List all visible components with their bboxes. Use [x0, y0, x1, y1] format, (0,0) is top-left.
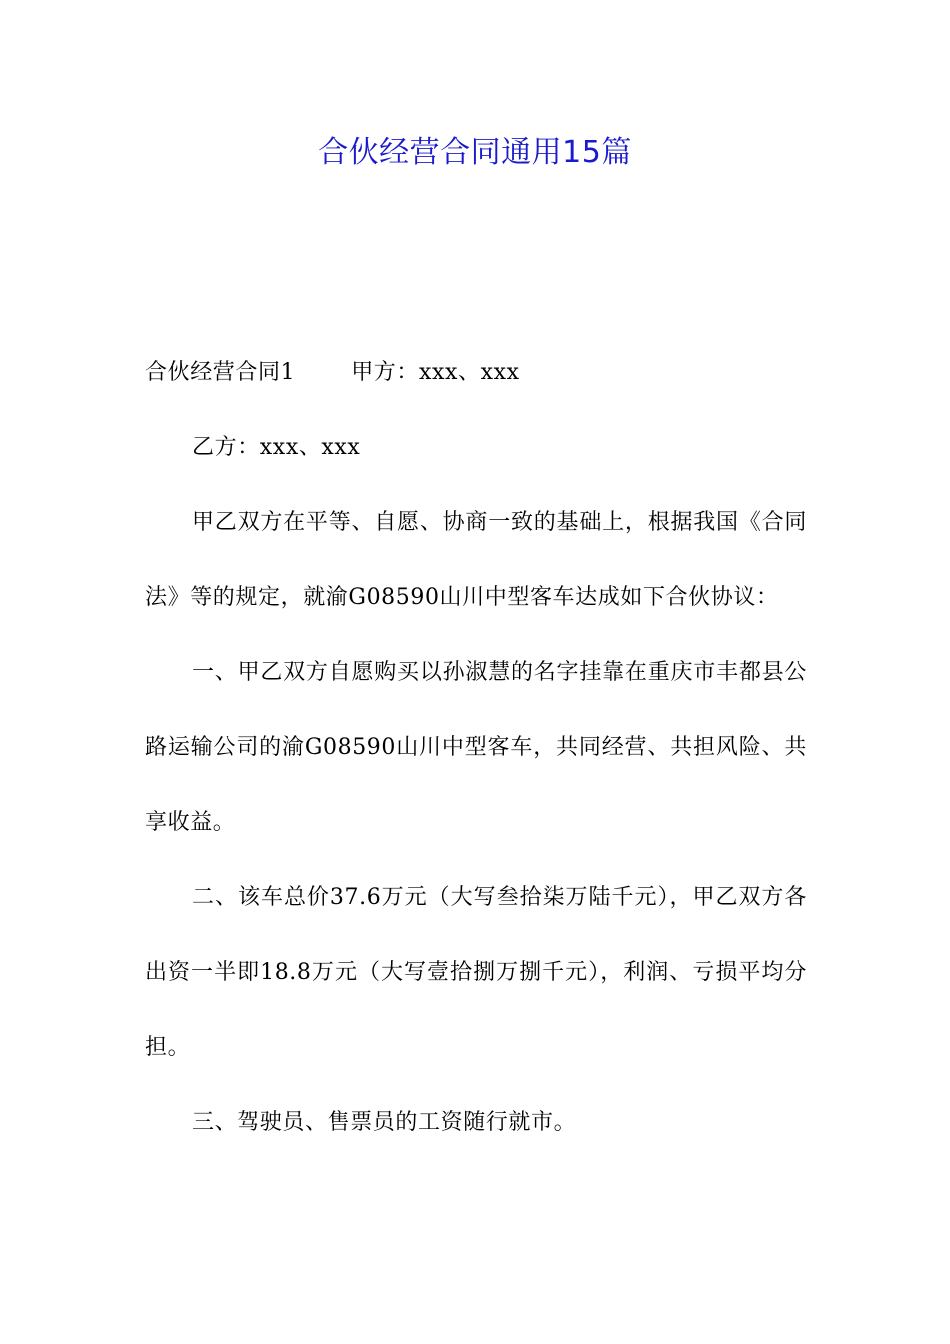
- contract-heading-line: [145, 335, 807, 410]
- party-b: 乙方：xxx、xxx: [192, 435, 361, 460]
- party-a: 甲方：xxx、xxx: [351, 360, 520, 385]
- paragraph-clause-2: 二、该车总价37.6万元（大写叁拾柒万陆千元），甲乙双方各出资一半即18.8万元（大写壹拾捌万捌千元），利润、亏损平均分担。: [145, 885, 807, 1060]
- document-body: [145, 335, 807, 1160]
- paragraph-clause-1: 一、甲乙双方自愿购买以孙淑慧的名字挂靠在重庆市丰都县公路运输公司的渝G08590山川中型客车，共同经营、共担风险、共享收益。: [145, 660, 807, 835]
- paragraph-clause-3: 三、驾驶员、售票员的工资随行就市。: [192, 1110, 577, 1135]
- contract-heading-label: 合伙经营合同1: [145, 360, 296, 385]
- document-title: 合伙经营合同通用15篇: [318, 135, 632, 170]
- paragraph-preamble: 甲乙双方在平等、自愿、协商一致的基础上，根据我国《合同法》等的规定，就渝G08590山川中型客车达成如下合伙协议：: [145, 510, 807, 610]
